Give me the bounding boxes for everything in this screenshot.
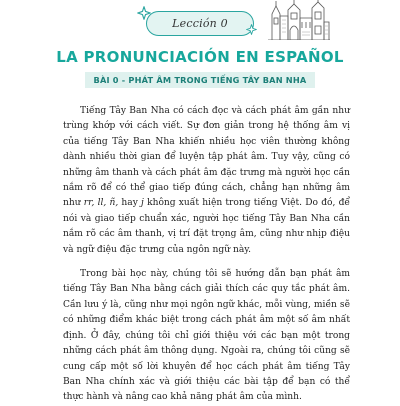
sparkle-star-icon	[246, 24, 257, 35]
lesson-badge	[146, 11, 254, 36]
paragraph-intro	[63, 104, 350, 258]
lesson-subtitle-bar	[85, 72, 315, 88]
lesson-body	[63, 104, 350, 406]
lesson-badge-label: Lección 0	[172, 17, 228, 30]
example-sound-j: j	[141, 198, 144, 209]
paragraph-lesson-overview: Trong bài học này, chúng tôi sẽ hướng dẫn bạn phát âm tiếng Tây Ban Nha bằng cách giải thích các quy tắc phát âm. Cần lưu ý là, cũng như mọi ngôn ngữ khác, mỗi vùng, miền sẽ có những điểm khác biệt trong cách phát âm một số âm nhất định. Ở đây, chúng tôi chỉ giới thiệu với các bạn một trong những cách phát âm thông dụng. Ngoài ra, chúng tôi cũng sẽ cung cấp một số lời khuyên để học cách phát âm tiếng Tây Ban Nha chính xác và giới thiệu các bài tập để bạn có thể thực hành và nâng cao khả năng phát âm của mình.	[63, 269, 350, 403]
lesson-subtitle: BÀI 0 - PHÁT ÂM TRONG TIẾNG TÂY BAN NHA	[93, 75, 307, 85]
example-sounds: rr, ll, ñ,	[83, 198, 119, 209]
paragraph-intro-text: hay	[118, 198, 142, 209]
paragraph-intro-text: không xuất hiện trong tiếng Việt. Do đó, để nói và giao tiếp chuẩn xác, người học tiếng Tây Ban Nha cần nắm rõ các âm thanh, vị trí đặt trọng âm, cũng như nhịp điệu và ngữ điệu đặc trưng của ngôn ngữ này.	[63, 198, 351, 255]
lesson-badge-pill	[146, 11, 254, 36]
church-building-sketch-icon	[268, 0, 330, 40]
lesson-title: LA PRONUNCIACIÓN EN ESPAÑOL	[56, 48, 344, 66]
sparkle-star-icon	[137, 6, 151, 20]
paragraph-intro-text: Tiếng Tây Ban Nha có cách đọc và cách phát âm gần như trùng khớp với cách viết. Sự đơn giản trong hệ thống âm vị của tiếng Tây Ban Nha khiến nhiều học viên thường không dành nhiều thời gian để luyện tập phát âm. Tuy vậy, cũng có những âm thanh và cách phát âm đặc trưng mà người học cần nắm rõ để có thể giao tiếp đúng cách, chẳng hạn những âm như	[63, 106, 350, 209]
